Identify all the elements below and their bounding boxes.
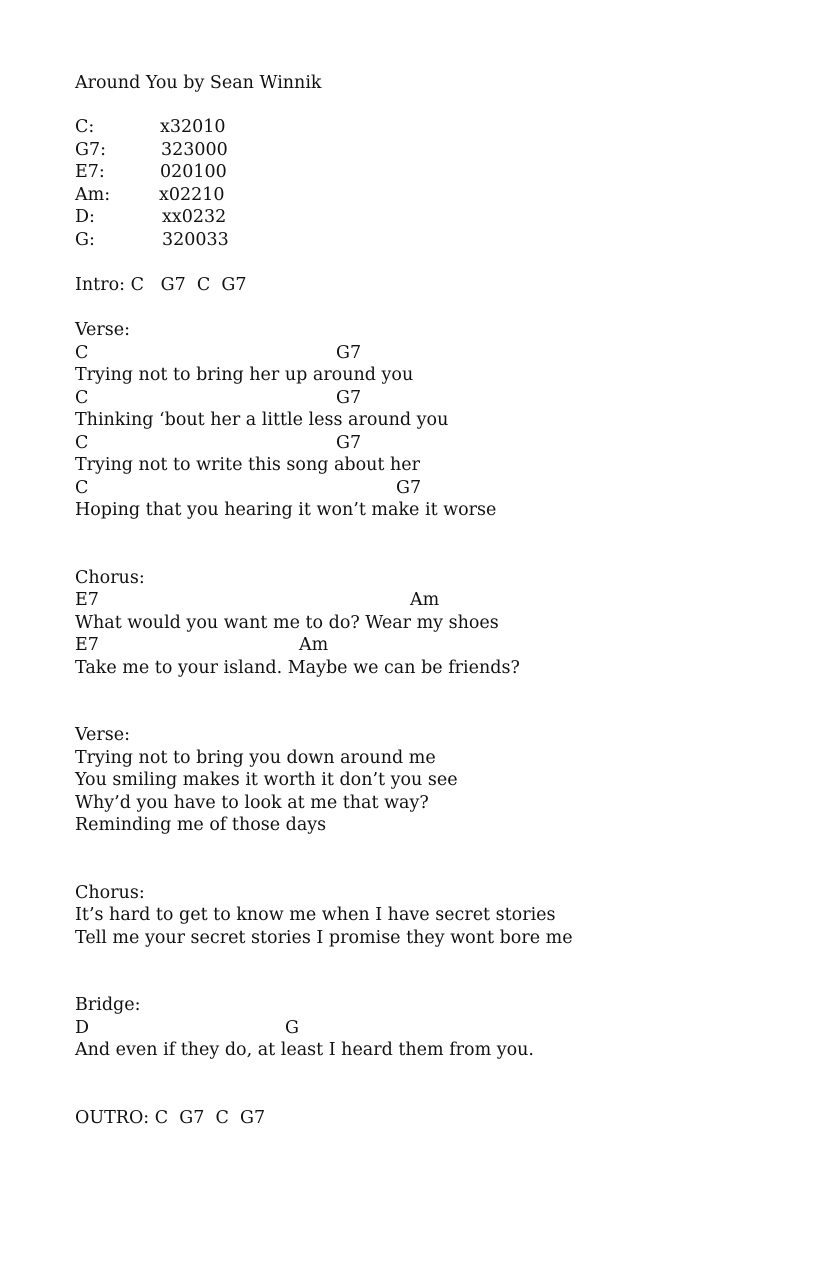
lyric-line: Take me to your island. Maybe we can be friends? [75,658,520,678]
chord: D [75,1018,90,1038]
chord-line [75,1017,299,1039]
chord: E7 [75,590,99,610]
chord-chart-row [75,229,229,251]
chord-chart-row [75,161,227,183]
chord-line [75,477,422,499]
lyric-line: What would you want me to do? Wear my shoes [75,613,499,633]
chord-fingering: x02210 [159,185,225,205]
lyric-line: It’s hard to get to know me when I have secret stories [75,905,556,925]
chord: G7 [336,388,362,408]
lyric-line: Thinking ‘bout her a little less around you [75,410,449,430]
section-heading: Verse: [75,320,130,340]
chord: C [75,343,89,363]
chord-chart-row [75,184,225,206]
chord-chart-row [75,206,227,228]
chord: G7 [336,343,362,363]
chord-fingering: x32010 [160,117,226,137]
chord-chart-row [75,116,226,138]
chord: C [75,433,89,453]
chord: Am [410,590,440,610]
lyric-line: Hoping that you hearing it won’t make it worse [75,500,497,520]
chord-name: G: [75,230,95,250]
chord-name: D: [75,207,95,227]
chord: C [75,388,89,408]
lyric-line: Trying not to bring you down around me [75,748,436,768]
chord-name: E7: [75,162,105,182]
lyric-line: You smiling makes it worth it don’t you see [75,770,458,790]
chord-fingering: 320033 [162,230,229,250]
chord-fingering: xx0232 [162,207,227,227]
chord: G [285,1018,299,1038]
lyric-line: Trying not to write this song about her [75,455,421,475]
section-heading: Bridge: [75,995,141,1015]
chord: G7 [336,433,362,453]
chord-line [75,387,362,409]
chord-line [75,432,362,454]
chord-name: Am: [75,185,111,205]
chord-name: C: [75,117,95,137]
lyric-line: Why’d you have to look at me that way? [75,793,429,813]
chord: G7 [396,478,422,498]
intro-line: Intro: C G7 C G7 [75,275,247,295]
chord-line [75,634,329,656]
chord-chart-row [75,139,228,161]
lyric-line: Trying not to bring her up around you [75,365,414,385]
chord-fingering: 323000 [161,140,228,160]
chord-name: G7: [75,140,107,160]
chord: E7 [75,635,99,655]
section-heading: Verse: [75,725,130,745]
section-heading: Chorus: [75,568,145,588]
lyric-line: And even if they do, at least I heard them from you. [75,1040,534,1060]
chord-line [75,342,362,364]
song-title: Around You by Sean Winnik [75,73,322,93]
lyric-line: Reminding me of those days [75,815,327,835]
chord: C [75,478,89,498]
outro-line: OUTRO: C G7 C G7 [75,1108,266,1128]
lyric-line: Tell me your secret stories I promise they wont bore me [75,928,573,948]
chord: Am [299,635,329,655]
chord-line [75,589,440,611]
section-heading: Chorus: [75,883,145,903]
chord-fingering: 020100 [160,162,227,182]
